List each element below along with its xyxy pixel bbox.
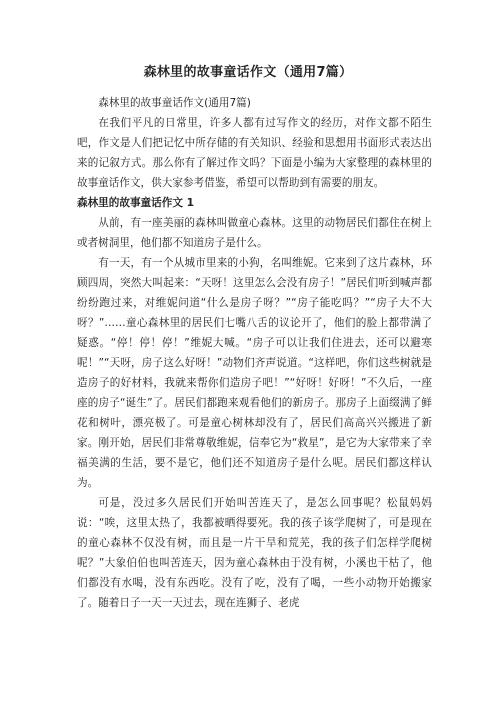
subtitle-paragraph: 森林里的故事童话作文(通用7篇) [98, 97, 251, 109]
story-paragraph-3: 可是，没过多久居民们开始叫苦连天了，是怎么回事呢？松鼠妈妈说：“唉，这里太热了，我都被晒得要死。我的孩子该学爬树了，可是现在的童心森林不仅没有树，而且是一片干旱和荒芜，我的孩子们怎样学爬树呢？”大象伯伯也叫苦连天，因为童心森林由于没有树，小溪也干枯了，他们都没有水喝，没有东西吃。没有了吃，没有了喝，一些小动物开始搬家了。随着日子一天一天过去，现在连狮子、老虎 [77, 497, 432, 609]
story-paragraph-1: 从前，有一座美丽的森林叫做童心森林。这里的动物居民们都住在树上或者树洞里，他们都不知道房子是什么。 [77, 217, 432, 249]
document-title: 森林里的故事童话作文（通用7篇） [143, 65, 353, 80]
section-heading: 森林里的故事童话作文 1 [77, 197, 194, 209]
intro-paragraph: 在我们平凡的日常里，许多人都有过写作文的经历，对作文都不陌生吧，作文是人们把记忆中所存储的有关知识、经验和思想用书面形式表达出来的记叙方式。那么你有了解过作文吗？下面是小编为大家整理的森林里的故事童话作文，供大家参考借鉴，希望可以帮助到有需要的朋友。 [77, 117, 432, 189]
story-paragraph-2: 有一天，有一个从城市里来的小狗，名叫维妮。它来到了这片森林，环顾四周，突然大叫起来：“天呀！这里怎么会没有房子！”居民们听到喊声都纷纷跑过来，对维妮问道“什么是房子呀？”“房子能吃吗？”“房子大不大呀？”……童心森林里的居民们七嘴八舌的议论开了，他们的脸上都带满了疑惑。“停！停！停！”维妮大喊。“房子可以让我们住进去，还可以避寒呢！”“天呀，房子这么好呀！”动物们齐声说道。“这样吧，你们这些树就是造房子的好材料，我就来帮你们造房子吧！”“好呀！好呀！”不久后，一座座的房子“诞生”了。居民们都跑来观看他们的新房子。那房子上面缀满了鲜花和树叶，漂亮极了。可是童心树林却没有了，居民们高高兴兴搬进了新家。刚开始，居民们非常尊敬维妮，信奉它为“救星”，是它为大家带来了幸福美满的生活，要不是它，他们还不知道房子是什么呢。居民们都这样认为。 [77, 257, 432, 489]
document-body [77, 93, 432, 613]
